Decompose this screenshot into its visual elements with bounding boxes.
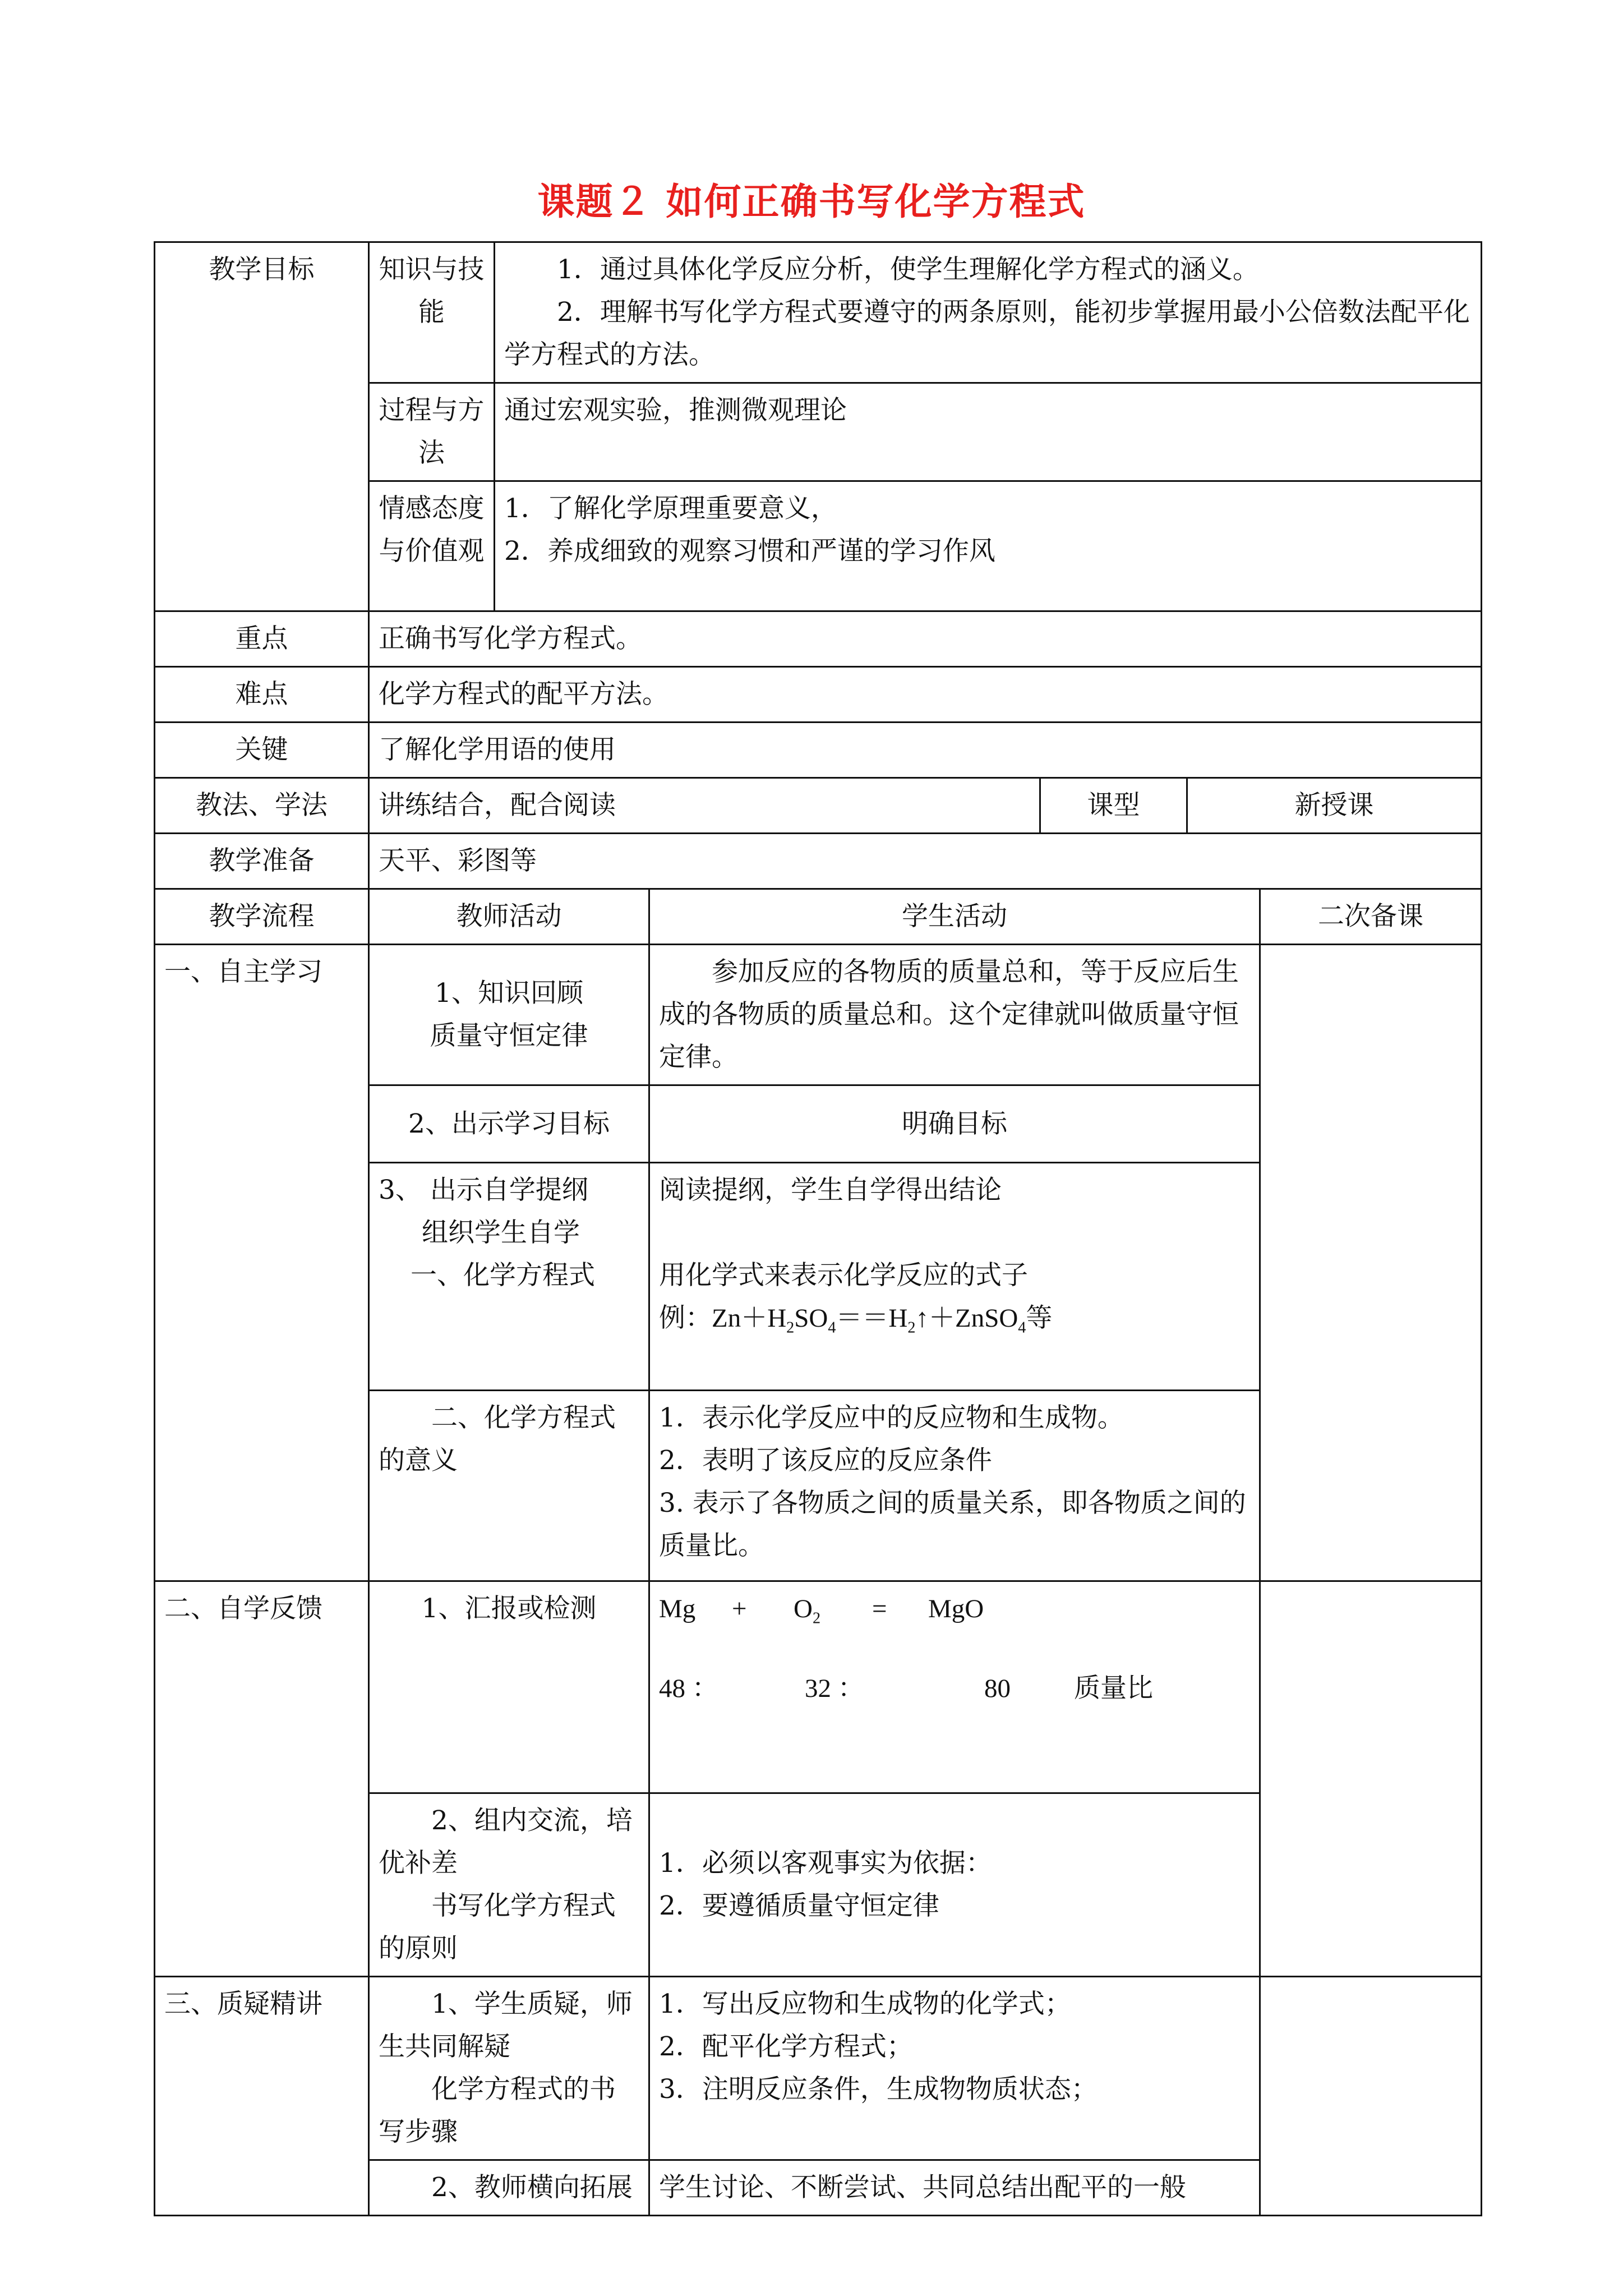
- knowledge-label: 知识与技能: [369, 242, 495, 383]
- s1-r4-teacher: 二、化学方程式的意义: [369, 1391, 649, 1581]
- mass-ratio-example: [649, 1581, 1260, 1793]
- s1-r1-teacher-line1: 1、知识回顾: [435, 978, 583, 1009]
- s1-r4-student: [649, 1391, 1260, 1581]
- crux-text: 了解化学用语的使用: [369, 723, 1482, 778]
- s3-r1-teacher-line1: 1、学生质疑，师生共同解疑: [379, 1989, 633, 2062]
- step-2: 2．配平化学方程式；: [659, 2031, 913, 2062]
- emotion-label: 情感态度与价值观: [369, 481, 495, 611]
- s1-r1-student: 参加反应的各物质的质量总和，等于反应后生成的各物质的质量总和。这个定律就叫做质量守恒定律。: [649, 945, 1260, 1085]
- step-1: 1．写出反应物和生成物的化学式；: [659, 1989, 1071, 2019]
- principle-2: 2．要遵循质量守恒定律: [659, 1890, 939, 1921]
- prep-row: [155, 834, 1482, 889]
- objective-knowledge-row: [155, 242, 1482, 383]
- s3-notes: [1260, 1977, 1482, 2216]
- s3-row-1: [155, 1977, 1482, 2160]
- process-text: 通过宏观实验，推测微观理论: [495, 383, 1482, 481]
- s1-notes: [1260, 945, 1482, 1581]
- s1-r3-student: [649, 1163, 1260, 1391]
- flow-header-row: [155, 889, 1482, 945]
- s3-label: 三、质疑精讲: [155, 1977, 369, 2216]
- s1-r3-teacher-line3: 一、化学方程式: [411, 1260, 595, 1291]
- flow-header-col3: 学生活动: [649, 889, 1260, 945]
- s2-r1-teacher: 1、汇报或检测: [369, 1581, 649, 1793]
- s1-row-1: [155, 945, 1482, 1085]
- lesson-type-label: 课型: [1040, 778, 1187, 834]
- key-point-label: 重点: [155, 611, 369, 667]
- s1-r3-student-line2: 用化学式来表示化学反应的式子: [659, 1260, 1028, 1291]
- mass-ratio-line: 48 ： 32 ： 80 质量比: [659, 1674, 1153, 1703]
- s2-r2-teacher: [369, 1793, 649, 1977]
- emotion-item-1: 1．了解化学原理重要意义，: [504, 493, 837, 524]
- emotion-content: [495, 481, 1482, 611]
- difficulty-row: [155, 667, 1482, 723]
- key-point-row: [155, 611, 1482, 667]
- s1-r2-student: 明确目标: [649, 1085, 1260, 1163]
- difficulty-text: 化学方程式的配平方法。: [369, 667, 1482, 723]
- s2-r2-teacher-line1: 2、组内交流，培优补差: [379, 1805, 633, 1879]
- page-title: 课题２ 如何正确书写化学方程式: [537, 180, 1086, 223]
- prep-label: 教学准备: [155, 834, 369, 889]
- difficulty-label: 难点: [155, 667, 369, 723]
- lesson-type-value: 新授课: [1187, 778, 1482, 834]
- s1-r3-teacher: [369, 1163, 649, 1391]
- mass-equation: $Mg + O_2$ = MgO: [659, 1594, 984, 1627]
- crux-label: 关键: [155, 723, 369, 778]
- flow-header-col4: 二次备课: [1260, 889, 1482, 945]
- principle-1: 1．必须以客观事实为依据：: [659, 1848, 992, 1879]
- knowledge-content: [495, 242, 1482, 383]
- s2-label: 二、自学反馈: [155, 1581, 369, 1977]
- emotion-item-2: 2．养成细致的观察习惯和严谨的学习作风: [504, 536, 995, 567]
- example-equation: 例：$Zn+H_2SO_4==H_2↑+ZnSO_4$等: [659, 1304, 1053, 1337]
- prep-text: 天平、彩图等: [369, 834, 1482, 889]
- crux-row: [155, 723, 1482, 778]
- s1-r3-teacher-line1: 3、 出示自学提纲: [379, 1175, 588, 1205]
- knowledge-item-1: 1．通过具体化学反应分析，使学生理解化学方程式的涵义。: [557, 254, 1259, 285]
- process-label: 过程与方法: [369, 383, 495, 481]
- s1-label: 一、自主学习: [155, 945, 369, 1581]
- s2-r2-student: [649, 1793, 1260, 1977]
- knowledge-item-2: 2．理解书写化学方程式要遵守的两条原则，能初步掌握用最小公倍数法配平化学方程式的方法。: [504, 297, 1470, 370]
- s3-r1-teacher-line2: 化学方程式的书写步骤: [379, 2074, 616, 2147]
- s3-r2-student: 学生讨论、不断尝试、共同总结出配平的一般: [649, 2160, 1260, 2216]
- s1-r2-teacher: 2、出示学习目标: [369, 1085, 649, 1163]
- objectives-label: 教学目标: [155, 242, 369, 611]
- flow-header-col1: 教学流程: [155, 889, 369, 945]
- flow-header-col2: 教师活动: [369, 889, 649, 945]
- meaning-item-1: 1．表示化学反应中的反应物和生成物。: [659, 1402, 1124, 1433]
- step-3: 3．注明反应条件，生成物物质状态；: [659, 2074, 1098, 2105]
- s2-r2-teacher-line2: 书写化学方程式的原则: [379, 1890, 616, 1964]
- s2-row-1: [155, 1581, 1482, 1793]
- lesson-plan-table: [154, 241, 1482, 2216]
- s3-r2-teacher: 2、教师横向拓展: [369, 2160, 649, 2216]
- s3-r1-teacher: [369, 1977, 649, 2160]
- s1-r3-student-line1: 阅读提纲，学生自学得出结论: [659, 1175, 1002, 1205]
- key-point-text: 正确书写化学方程式。: [369, 611, 1482, 667]
- meaning-item-3: 3. 表示了各物质之间的质量关系，即各物质之间的质量比。: [659, 1488, 1246, 1561]
- meaning-item-2: 2．表明了该反应的反应条件: [659, 1445, 992, 1476]
- s2-notes: [1260, 1581, 1482, 1977]
- s3-r1-student: [649, 1977, 1260, 2160]
- s1-r3-teacher-line2: 组织学生自学: [422, 1217, 580, 1248]
- s1-r1-teacher: [369, 945, 649, 1085]
- method-text: 讲练结合，配合阅读: [369, 778, 1040, 834]
- method-label: 教法、学法: [155, 778, 369, 834]
- method-row: [155, 778, 1482, 834]
- s1-r1-teacher-line2: 质量守恒定律: [430, 1020, 588, 1051]
